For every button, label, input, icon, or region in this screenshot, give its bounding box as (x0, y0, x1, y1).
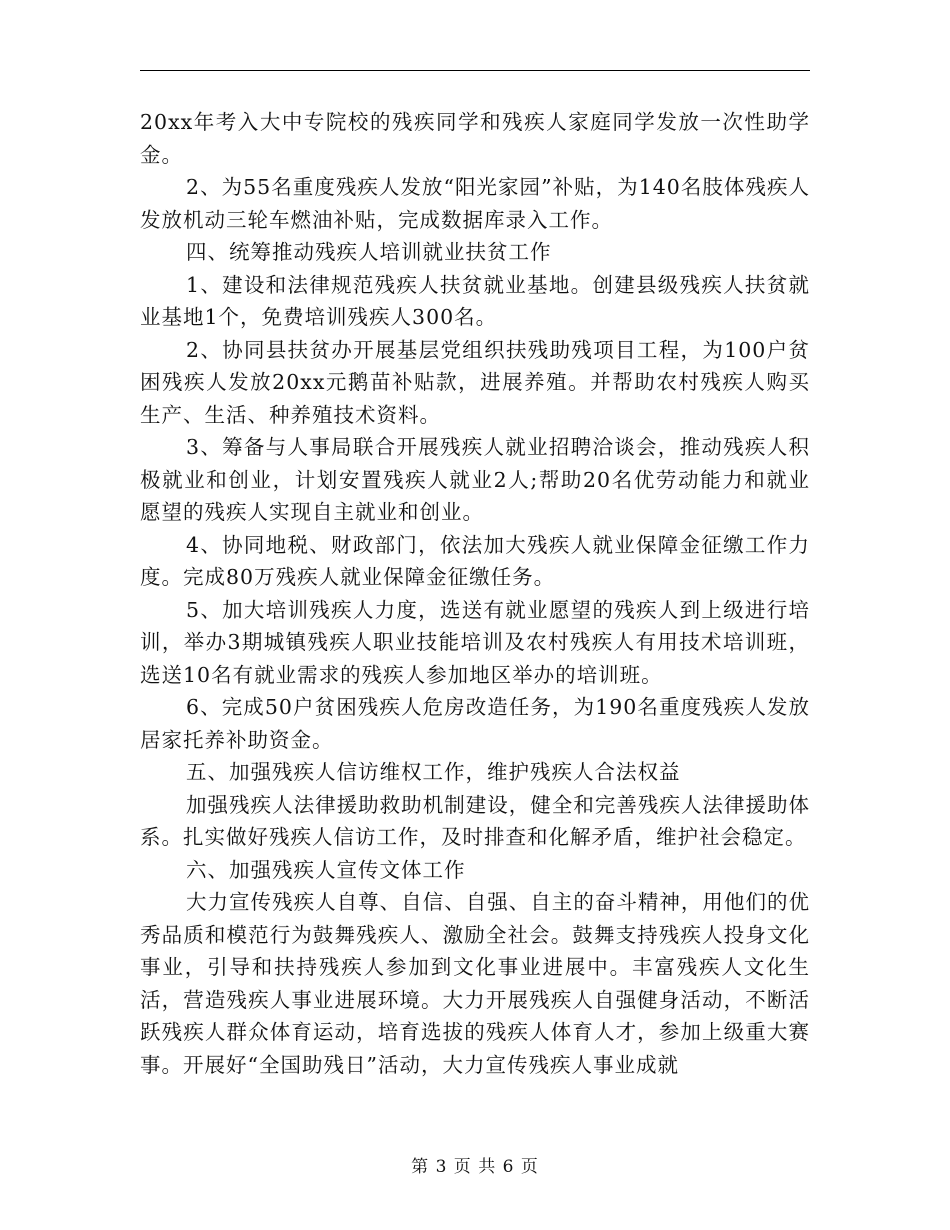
paragraph: 2、为55名重度残疾人发放“阳光家园”补贴，为140名肢体残疾人发放机动三轮车燃油补贴，完成数据库录入工作。 (140, 175, 810, 232)
paragraph: 大力宣传残疾人自尊、自信、自强、自主的奋斗精神，用他们的优秀品质和模范行为鼓舞残疾人、激励全社会。鼓舞支持残疾人投身文化事业，引导和扶持残疾人参加到文化事业进展中。丰富残疾人文化生活，营造残疾人事业进展环境。大力开展残疾人自强健身活动，不断活跃残疾人群众体育运动，培育选拔的残疾人体育人才，参加上级重大赛事。开展好“全国助残日”活动，大力宣传残疾人事业成就 (140, 890, 810, 1077)
paragraph: 3、筹备与人事局联合开展残疾人就业招聘洽谈会，推动残疾人积极就业和创业，计划安置残疾人就业2人;帮助20名优劳动能力和就业愿望的残疾人实现自主就业和创业。 (140, 435, 810, 524)
paragraph: 4、协同地税、财政部门，依法加大残疾人就业保障金征缴工作力度。完成80万残疾人就业保障金征缴任务。 (140, 532, 810, 589)
paragraph: 5、加大培训残疾人力度，选送有就业愿望的残疾人到上级进行培训，举办3期城镇残疾人职业技能培训及农村残疾人有用技术培训班，选送10名有就业需求的残疾人参加地区举办的培训班。 (140, 597, 810, 687)
section-heading: 五、加强残疾人信访维权工作，维护残疾人合法权益 (186, 760, 681, 784)
section-heading: 六、加强残疾人宣传文体工作 (186, 857, 466, 882)
section-heading: 四、统筹推动残疾人培训就业扶贫工作 (186, 240, 552, 264)
page-footer: 第 3 页 共 6 页 (411, 1157, 539, 1177)
paragraph: 加强残疾人法律援助救助机制建设，健全和完善残疾人法律援助体系。扎实做好残疾人信访工作，及时排查和化解矛盾，维护社会稳定。 (140, 792, 810, 849)
paragraph: 1、建设和法律规范残疾人扶贫就业基地。创建县级残疾人扶贫就业基地1个，免费培训残疾人300名。 (140, 272, 810, 329)
header-rule (140, 70, 810, 71)
paragraph: 2、协同县扶贫办开展基层党组织扶残助残项目工程，为100户贫困残疾人发放20xx元鹅苗补贴款，进展养殖。并帮助农村残疾人购买生产、生活、种养殖技术资料。 (140, 337, 810, 427)
document-body (140, 106, 810, 1081)
paragraph: 20xx年考入大中专院校的残疾同学和残疾人家庭同学发放一次性助学金。 (140, 110, 810, 167)
paragraph: 6、完成50户贫困残疾人危房改造任务，为190名重度残疾人发放居家托养补助资金。 (140, 695, 810, 752)
